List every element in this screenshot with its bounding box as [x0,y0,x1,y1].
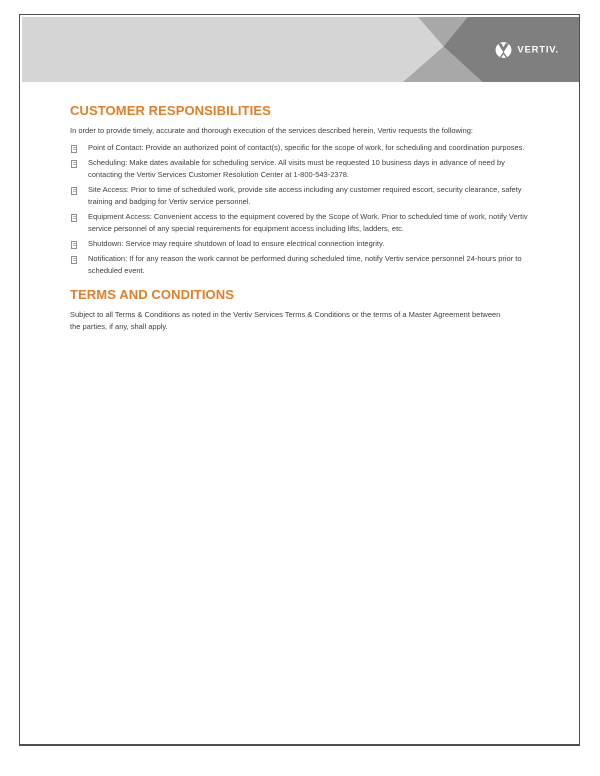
list-item-text: Notification: If for any reason the work cannot be performed during scheduled time, notify Vertiv service personnel 24-hours prior to scheduled event. [88,254,522,275]
vertiv-mark-icon [494,40,513,59]
section-heading-terms-and-conditions: TERMS AND CONDITIONS [70,287,235,302]
vertiv-logo-text: VERTIV. [517,44,559,55]
terms-paragraph: Subject to all Terms & Conditions as noted in the Vertiv Services Terms & Conditions or the terms of a Master Agreement between the parties, if any, shall apply. [70,310,501,331]
document-content [70,104,560,333]
document-page [19,14,580,746]
list-item-text: Point of Contact: Provide an authorized point of contact(s), specific for the scope of work, for scheduling and coordination purposes. [88,143,525,152]
missing-glyph-bullet-icon [71,214,77,222]
list-item-notification [70,253,534,277]
list-item-text: Shutdown: Service may require shutdown of load to ensure electrical connection integrity. [88,239,385,248]
list-item-site-access [70,184,534,208]
list-item-text: Equipment Access: Convenient access to the equipment covered by the Scope of Work. Prior to scheduled time of work, notify Vertiv service personnel of any special requirements for equipment access including lifts, ladders, etc. [88,212,528,233]
header-band [22,17,579,82]
missing-glyph-bullet-icon [71,241,77,249]
list-item-scheduling [70,157,534,181]
list-item-text: Site Access: Prior to time of scheduled work, provide site access including any customer required escort, security clearance, safety training and badging for Vertiv service personnel. [88,185,522,206]
missing-glyph-bullet-icon [71,187,77,195]
missing-glyph-bullet-icon [71,256,77,264]
responsibilities-list [70,142,560,277]
list-item-equipment-access [70,211,534,235]
list-item-text: Scheduling: Make dates available for scheduling service. All visits must be requested 10 business days in advance of need by contacting the Vertiv Services Customer Resolution Center at 1-800-543-2378. [88,158,505,179]
vertiv-logo [494,40,559,59]
missing-glyph-bullet-icon [71,145,77,153]
missing-glyph-bullet-icon [71,160,77,168]
section-heading-customer-responsibilities: CUSTOMER RESPONSIBILITIES [70,103,271,118]
intro-paragraph: In order to provide timely, accurate and thorough execution of the services described herein, Vertiv requests the following: [70,126,474,135]
list-item-shutdown [70,238,534,250]
list-item-point-of-contact [70,142,534,154]
